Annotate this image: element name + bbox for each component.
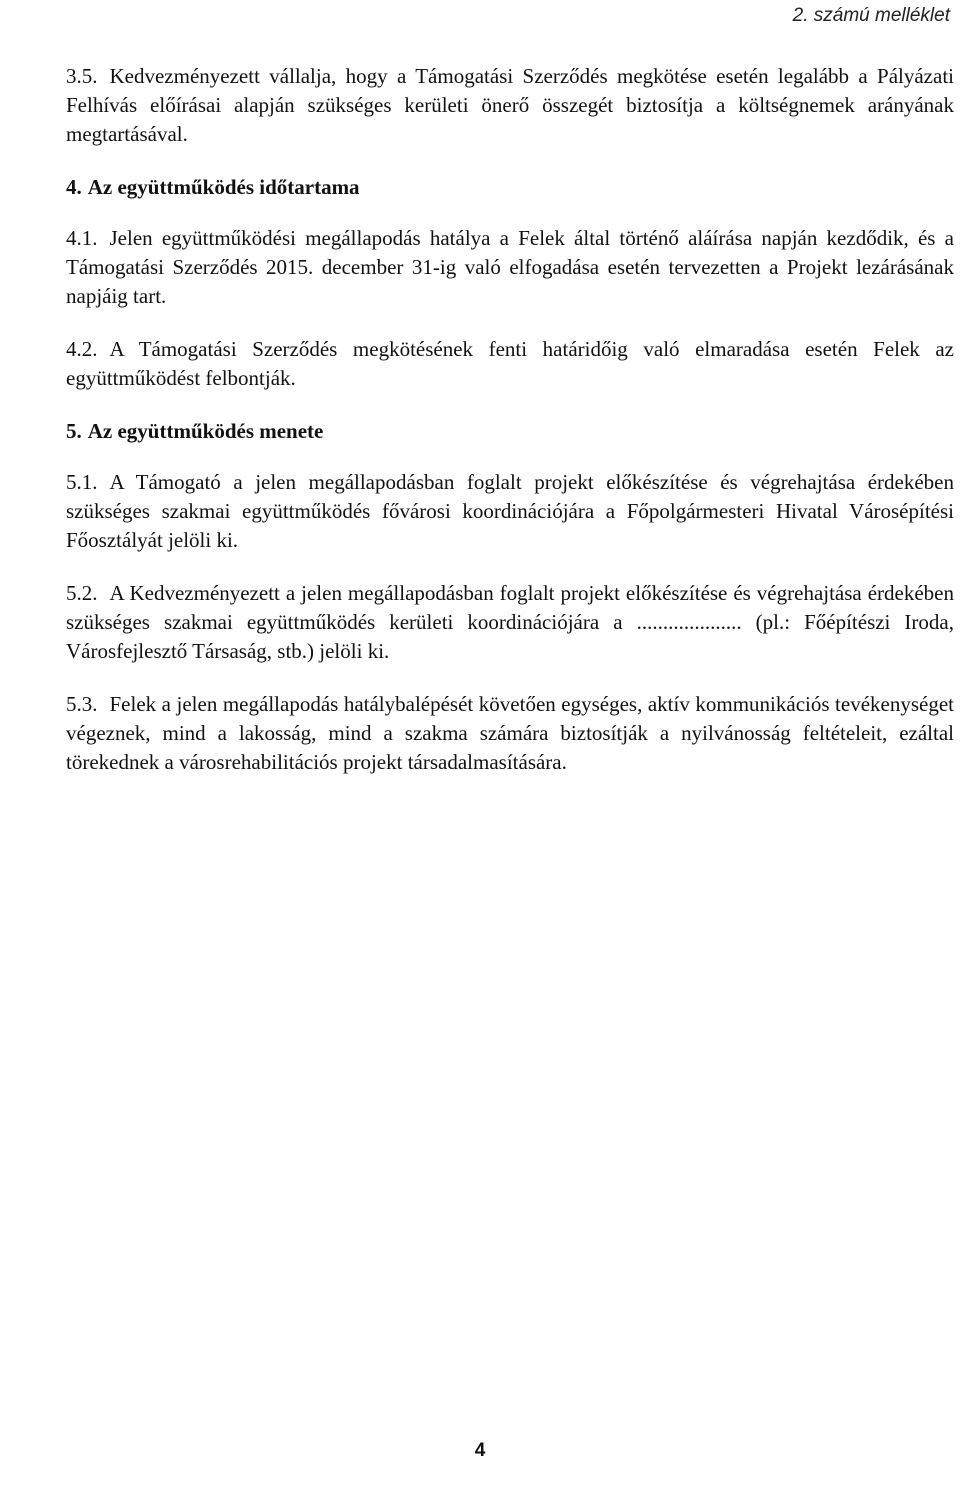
section-title: Az együttműködés időtartama: [87, 175, 360, 199]
paragraph-text: A Kedvezményezett a jelen megállapodásban foglalt projekt előkészítése és végrehajtása érdekében szükséges szakmai együttműködés kerületi koordinációjára a .................... (pl.: Főépítészi Iroda, Városfejlesztő Társaság, stb.) jelöli ki.: [66, 581, 954, 663]
paragraph-number: 5.3.: [66, 692, 98, 716]
paragraph-number: 5.1.: [66, 470, 98, 494]
paragraph-number: 4.2.: [66, 337, 98, 361]
paragraph-4-1: [66, 224, 954, 311]
annex-label: 2. számú melléklet: [792, 5, 950, 26]
paragraph-5-3: [66, 690, 954, 777]
section-title: Az együttműködés menete: [87, 419, 324, 443]
section-heading-5: [66, 417, 954, 446]
paragraph-text: Kedvezményezett vállalja, hogy a Támogatási Szerződés megkötése esetén legalább a Pályázati Felhívás előírásai alapján szükséges kerületi önerő összegét biztosítja a költségnemek arányának megtartásával.: [66, 64, 954, 146]
section-number: 4.: [66, 175, 82, 199]
paragraph-text: Jelen együttműködési megállapodás hatálya a Felek által történő aláírása napján kezdődik, és a Támogatási Szerződés 2015. december 31-ig való elfogadása esetén tervezetten a Projekt lezárásának napjáig tart.: [66, 226, 954, 308]
paragraph-number: 4.1.: [66, 226, 98, 250]
paragraph-5-1: [66, 468, 954, 555]
paragraph-4-2: [66, 335, 954, 393]
paragraph-number: 3.5.: [66, 64, 98, 88]
paragraph-5-2: [66, 579, 954, 666]
section-number: 5.: [66, 419, 82, 443]
paragraph-number: 5.2.: [66, 581, 98, 605]
page-number: 4: [474, 1440, 486, 1461]
paragraph-3-5: [66, 62, 954, 149]
paragraph-text: A Támogató a jelen megállapodásban foglalt projekt előkészítése és végrehajtása érdekében szükséges szakmai együttműködés fővárosi koordinációjára a Főpolgármesteri Hivatal Városépítési Főosztályát jelöli ki.: [66, 470, 954, 552]
document-body: [66, 62, 954, 801]
paragraph-text: A Támogatási Szerződés megkötésének fenti határidőig való elmaradása esetén Felek az együttműködést felbontják.: [66, 337, 954, 390]
paragraph-text: Felek a jelen megállapodás hatálybalépését követően egységes, aktív kommunikációs tevékenységet végeznek, mind a lakosság, mind a szakma számára biztosítják a nyilvánosság feltételeit, ezáltal törekednek a városrehabilitációs projekt társadalmasítására.: [66, 692, 954, 774]
section-heading-4: [66, 173, 954, 202]
